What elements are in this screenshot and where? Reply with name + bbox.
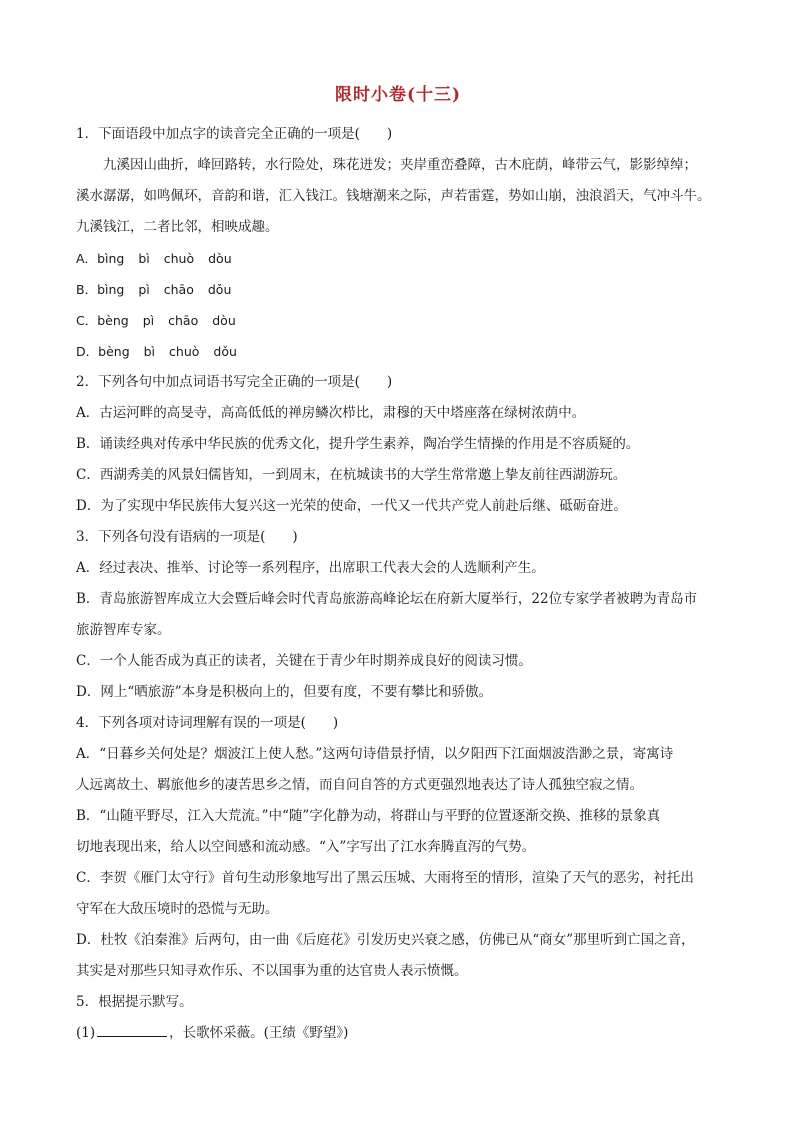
pinyin: chuò xyxy=(163,251,195,266)
pinyin: pì xyxy=(142,313,155,328)
q4-option-c: C．李贺《雁门太守行》首句生动形象地写出了黑云压城、大雨将至的情形，渲染了天气的恶劣，衬托出 xyxy=(76,870,694,886)
q3-option-b: B．青岛旅游智库成立大会暨后峰会时代青岛旅游高峰论坛在府新大厦举行，22位专家学者被聘为青岛市 xyxy=(76,591,698,607)
pinyin: bìng xyxy=(97,251,125,266)
q3-stem: 3．下列各句没有语病的一项是( ) xyxy=(76,529,298,545)
pinyin: chuò xyxy=(169,344,200,359)
q4-option-a: A．“日暮乡关何处是？烟波江上使人愁。”这两句诗借景抒情，以夕阳西下江面烟波浩渺之景，寄寓诗 xyxy=(76,746,674,762)
pinyin: dòu xyxy=(212,313,236,328)
item-text: ，长歌怀采薇。(王绩《野望》) xyxy=(169,1025,349,1041)
pinyin: dǒu xyxy=(213,344,237,359)
fill-blank[interactable] xyxy=(97,1022,167,1037)
q1-passage-line: 九溪因山曲折，峰回路转，水行险处，珠花迸发；夹岸重峦叠障，古木庇荫，峰带云气，影影绰绰； xyxy=(103,157,697,173)
q1-passage-line: 溪水潺潺，如鸣佩环，音韵和谐，汇入钱江。钱塘潮来之际，声若雷霆，势如山崩，浊浪滔天，气冲斗牛。 xyxy=(76,188,711,204)
option-label: A． xyxy=(76,251,98,266)
q1-stem: 1．下面语段中加点字的读音完全正确的一项是( ) xyxy=(76,126,393,142)
item-number: (1) xyxy=(76,1025,96,1041)
q1-option-a xyxy=(76,243,720,274)
exam-page xyxy=(76,80,720,1049)
q3-option-a: A．经过表决、推举、讨论等一系列程序，出席职工代表大会的人选顺利产生。 xyxy=(76,560,545,576)
pinyin: bèng xyxy=(97,313,129,328)
pinyin: chāo xyxy=(168,313,199,328)
q3-option-c: C．一个人能否成为真正的读者，关键在于青少年时期养成良好的阅读习惯。 xyxy=(76,653,532,669)
pinyin: pì xyxy=(138,282,150,297)
q4-option-d-cont: 其实是对那些只知寻欢作乐、不以国事为重的达官贵人表示愤慨。 xyxy=(76,963,468,979)
q4-option-b: B．“山随平野尽，江入大荒流。”中“随”字化静为动，将群山与平野的位置逐渐交换、推移的景象真 xyxy=(76,808,661,824)
page-title: 限时小卷(十三) xyxy=(334,85,462,105)
pinyin: bìng xyxy=(97,282,125,297)
q5-stem: 5．根据提示默写。 xyxy=(76,994,193,1010)
q1-passage-line: 九溪钱江，二者比邻，相映成趣。 xyxy=(76,219,279,235)
pinyin: bì xyxy=(138,251,150,266)
q3-option-b-cont: 旅游智库专家。 xyxy=(76,622,171,638)
q4-option-d: D．杜牧《泊秦淮》后两句，由一曲《后庭花》引发历史兴衰之感，仿佛已从“商女”那里听到亡国之音， xyxy=(76,932,695,948)
q1-option-d xyxy=(76,336,720,367)
q2-option-a: A．古运河畔的高旻寺，高高低低的禅房鳞次栉比，肃穆的天中塔座落在绿树浓荫中。 xyxy=(76,405,586,421)
q2-option-b: B．诵读经典对传承中华民族的优秀文化，提升学生素养，陶冶学生情操的作用是不容质疑的。 xyxy=(76,436,640,452)
q2-option-d: D．为了实现中华民族伟大复兴这一光荣的使命，一代又一代共产党人前赴后继、砥砺奋进。 xyxy=(76,498,627,514)
q4-option-c-cont: 守军在大敌压境时的恐慌与无助。 xyxy=(76,901,279,917)
pinyin: chāo xyxy=(163,282,194,297)
q1-option-c xyxy=(76,305,720,336)
option-label: C． xyxy=(76,313,98,328)
pinyin: bèng xyxy=(98,344,130,359)
q4-stem: 4．下列各项对诗词理解有误的一项是( ) xyxy=(76,715,339,731)
q5-item-1 xyxy=(76,1018,720,1049)
q3-option-d: D．网上“晒旅游”本身是积极向上的，但要有度，不要有攀比和骄傲。 xyxy=(76,684,493,700)
q2-option-c: C．西湖秀美的风景妇儒皆知，一到周末，在杭城读书的大学生常常邀上挚友前往西湖游玩。 xyxy=(76,467,627,483)
q2-stem: 2．下列各句中加点词语书写完全正确的一项是( ) xyxy=(76,374,393,390)
q4-option-a-cont: 人远离故土、羁旅他乡的凄苦思乡之情，而自问自答的方式更强烈地表达了诗人孤独空寂之情。 xyxy=(76,777,643,793)
pinyin: dǒu xyxy=(207,282,232,297)
q4-option-b-cont: 切地表现出来，给人以空间感和流动感。“入”字写出了江水奔腾直泻的气势。 xyxy=(76,839,536,855)
option-label: D． xyxy=(76,344,99,359)
pinyin: bì xyxy=(143,344,156,359)
q1-option-b xyxy=(76,274,720,305)
option-label: B． xyxy=(76,282,98,297)
pinyin: dòu xyxy=(208,251,232,266)
